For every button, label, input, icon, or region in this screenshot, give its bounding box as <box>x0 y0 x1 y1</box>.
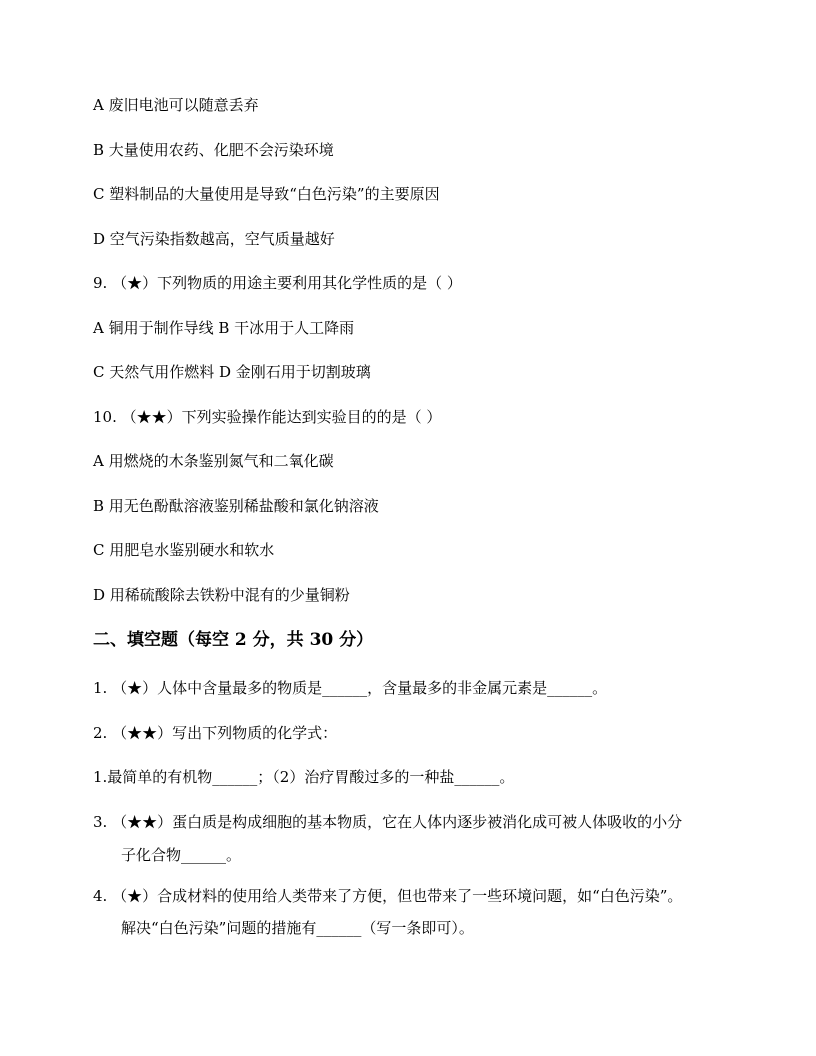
q8-option-c: C 塑料制品的大量使用是导致“白色污染”的主要原因 <box>93 185 440 203</box>
fill-question-2-parts: 1.最简单的有机物______；（2）治疗胃酸过多的一种盐______。 <box>93 768 515 786</box>
q8-option-d: D 空气污染指数越高，空气质量越好 <box>93 230 335 248</box>
fill-question-4: 4. （★）合成材料的使用给人类带来了方便，但也带来了一些环境问题，如“白色污染”。 <box>93 887 683 905</box>
fill-question-3-continuation: 子化合物______。 <box>121 846 242 864</box>
q10-stem: 10. （★★）下列实验操作能达到实验目的的是（ ） <box>93 408 442 426</box>
q10-option-a: A 用燃烧的木条鉴别氮气和二氧化碳 <box>93 452 334 470</box>
q9-options-ab: A 铜用于制作导线 B 干冰用于人工降雨 <box>93 319 355 337</box>
section-heading: 二、填空题（每空 2 分，共 30 分） <box>93 630 374 650</box>
q9-options-cd: C 天然气用作燃料 D 金刚石用于切割玻璃 <box>93 363 371 381</box>
fill-question-4-continuation: 解决“白色污染”问题的措施有______（写一条即可）。 <box>121 919 474 937</box>
q10-option-d: D 用稀硫酸除去铁粉中混有的少量铜粉 <box>93 586 350 604</box>
fill-question-1: 1. （★）人体中含量最多的物质是______，含量最多的非金属元素是______。 <box>93 679 608 697</box>
q8-option-a: A 废旧电池可以随意丢弃 <box>93 96 259 114</box>
q10-option-c: C 用肥皂水鉴别硬水和软水 <box>93 541 275 559</box>
fill-question-3: 3. （★★）蛋白质是构成细胞的基本物质，它在人体内逐步被消化成可被人体吸收的小分 <box>93 813 683 831</box>
q10-option-b: B 用无色酚酞溶液鉴别稀盐酸和氯化钠溶液 <box>93 497 379 515</box>
fill-question-2: 2. （★★）写出下列物质的化学式： <box>93 724 338 742</box>
q8-option-b: B 大量使用农药、化肥不会污染环境 <box>93 141 334 159</box>
q9-stem: 9. （★）下列物质的用途主要利用其化学性质的是（ ） <box>93 274 462 292</box>
